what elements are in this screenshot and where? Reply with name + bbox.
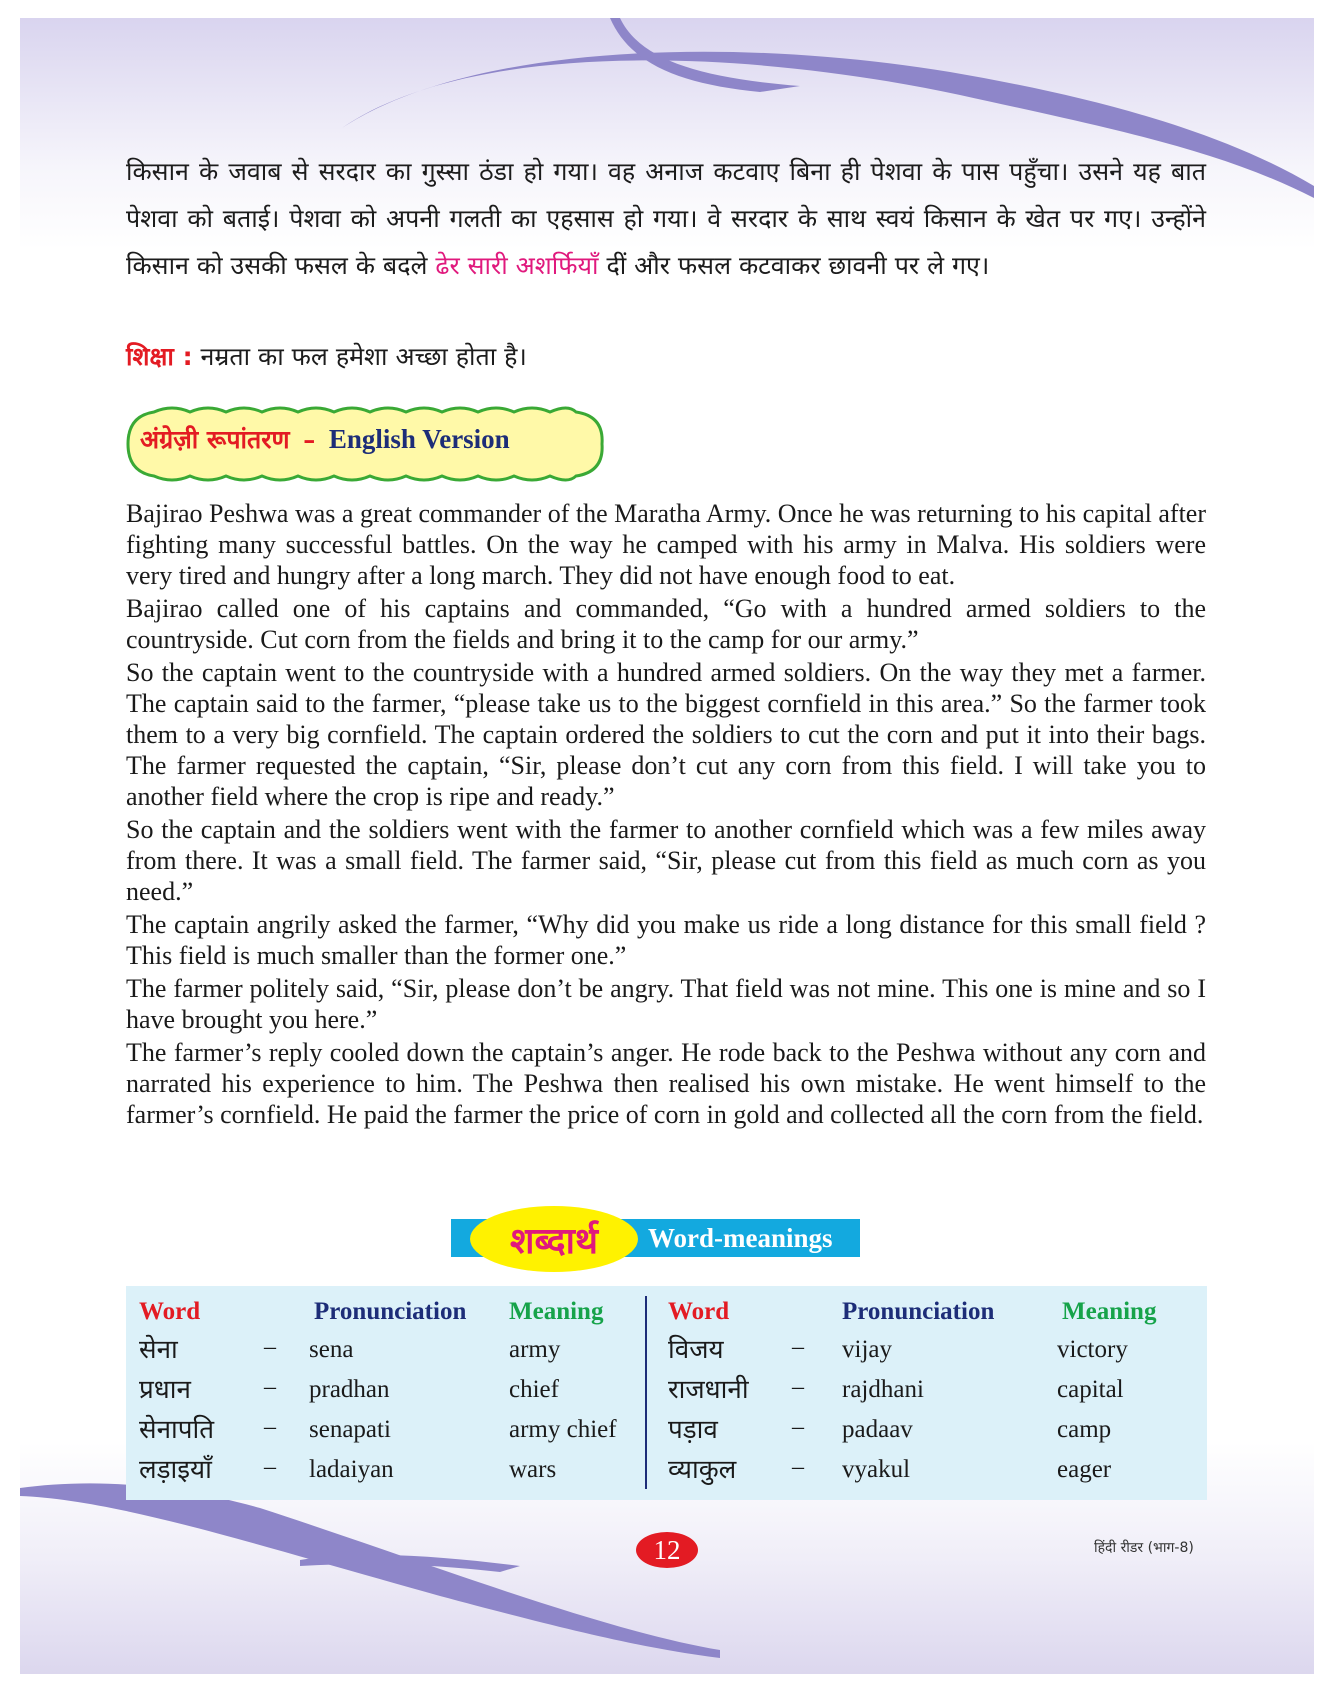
english-version-text — [126, 498, 1206, 1132]
right-meaning-4: eager — [1057, 1456, 1112, 1483]
left-dash-4: – — [264, 1454, 276, 1480]
english-paragraph-1: Bajirao Peshwa was a great commander of the Maratha Army. Once he was returning to his capital after fighting many successful battles. On the way he camped with his army in Malva. His soldiers were very tired and hungry after a long march. They did not have enough food to eat. — [126, 499, 1206, 590]
right-pron-3: padaav — [842, 1416, 913, 1443]
hindi-text-part1: किसान के जवाब से सरदार का गुस्सा ठंडा हो गया। वह अनाज कटवाए बिना ही पेशवा के पास पहुँचा। उसने यह बात पेशवा को बताई। पेशवा को अपनी गलती का एहसास हो गया। वे सरदार के साथ स्वयं किसान के खेत पर गए। उन्होंने किसान को उसकी फसल के बदले — [126, 157, 1206, 280]
right-dash-1: – — [792, 1334, 804, 1360]
right-dash-3: – — [792, 1414, 804, 1440]
hindi-paragraph — [126, 148, 1206, 289]
left-word-2: प्रधान — [139, 1375, 191, 1405]
right-dash-2: – — [792, 1374, 804, 1400]
banner-english-title: English Version — [328, 424, 510, 454]
moral-text: नम्रता का फल हमेशा अच्छा होता है। — [192, 342, 527, 371]
word-meanings-oval — [470, 1206, 638, 1272]
right-pron-4: vyakul — [842, 1456, 911, 1483]
header-word-right: Word — [668, 1298, 730, 1325]
left-word-3: सेनापति — [139, 1415, 215, 1445]
word-meanings-hindi-title: शब्दार्थ — [510, 1220, 598, 1262]
header-meaning-right: Meaning — [1062, 1298, 1157, 1325]
left-dash-1: – — [264, 1334, 276, 1360]
left-word-4: लड़ाइयाँ — [139, 1455, 212, 1485]
header-word-left: Word — [139, 1298, 201, 1325]
right-word-2: राजधानी — [668, 1375, 749, 1405]
left-dash-3: – — [264, 1414, 276, 1440]
word-meanings-table — [126, 1286, 1207, 1500]
left-meaning-3: army chief — [509, 1416, 617, 1443]
bottom-swoosh — [20, 1483, 720, 1658]
english-paragraph-7: The farmer’s reply cooled down the captain’s anger. He rode back to the Peshwa without any corn and narrated his experience to him. The Peshwa then realised his own mistake. He went himself to the farmer’s cornfield. He paid the farmer the price of corn in gold and collected all the corn from the field. — [126, 1038, 1206, 1129]
table-column-divider — [645, 1296, 647, 1489]
left-dash-2: – — [264, 1374, 276, 1400]
right-dash-4: – — [792, 1454, 804, 1480]
right-pron-1: vijay — [842, 1336, 892, 1363]
word-meanings-english-title: Word-meanings — [648, 1223, 833, 1253]
left-meaning-2: chief — [509, 1376, 559, 1403]
right-pron-2: rajdhani — [842, 1376, 924, 1403]
right-meaning-1: victory — [1057, 1336, 1128, 1363]
english-paragraph-5: The captain angrily asked the farmer, “Why did you make us ride a long distance for this small field ? This field is much smaller than the former one.” — [126, 910, 1206, 970]
left-pron-1: sena — [309, 1336, 354, 1363]
book-title-footer: हिंदी रीडर (भाग-8) — [1094, 1540, 1194, 1556]
left-pron-3: senapati — [309, 1416, 391, 1443]
left-pron-2: pradhan — [309, 1376, 390, 1403]
english-paragraph-3: So the captain went to the countryside with a hundred armed soldiers. On the way they met a farmer. The captain said to the farmer, “please take us to the biggest cornfield in this area.” So the farmer took them to a very big cornfield. The captain ordered the soldiers to cut the corn and put it into their bags. The farmer requested the captain, “Sir, please don’t cut any corn from this field. I will take you to another field where the crop is ripe and ready.” — [126, 658, 1206, 811]
english-paragraph-4: So the captain and the soldiers went with the farmer to another cornfield which was a few miles away from there. It was a small field. The farmer said, “Sir, please cut from this field as much corn as you need.” — [126, 815, 1206, 906]
left-meaning-1: army — [509, 1336, 561, 1363]
right-meaning-3: camp — [1057, 1416, 1112, 1443]
header-pronunciation-right: Pronunciation — [842, 1298, 995, 1325]
header-pronunciation-left: Pronunciation — [314, 1298, 467, 1325]
right-word-1: विजय — [668, 1335, 724, 1365]
page-number: 12 — [636, 1532, 698, 1568]
left-pron-4: ladaiyan — [309, 1456, 394, 1483]
left-word-1: सेना — [139, 1335, 178, 1365]
moral-label: शिक्षा : — [126, 342, 193, 371]
left-meaning-4: wars — [509, 1456, 557, 1483]
english-paragraph-6: The farmer politely said, “Sir, please don’t be angry. That field was not mine. This one is mine and so I have brought you here.” — [126, 974, 1206, 1034]
english-version-banner — [140, 422, 510, 456]
right-word-4: व्याकुल — [668, 1455, 737, 1485]
header-meaning-left: Meaning — [509, 1298, 604, 1325]
hindi-story-ending — [126, 148, 1206, 289]
banner-dash: – — [303, 425, 316, 454]
right-word-3: पड़ाव — [668, 1415, 718, 1445]
right-meaning-2: capital — [1057, 1376, 1124, 1403]
hindi-highlight: ढेर सारी अशर्फियाँ — [435, 251, 599, 280]
moral-line — [126, 333, 1206, 380]
hindi-text-part2: दीं और फसल कटवाकर छावनी पर ले गए। — [598, 251, 990, 280]
banner-hindi-title: अंग्रेज़ी रूपांतरण — [140, 425, 290, 454]
english-paragraph-2: Bajirao called one of his captains and commanded, “Go with a hundred armed soldiers to the countryside. Cut corn from the fields and bring it to the camp for our army.” — [126, 594, 1206, 654]
